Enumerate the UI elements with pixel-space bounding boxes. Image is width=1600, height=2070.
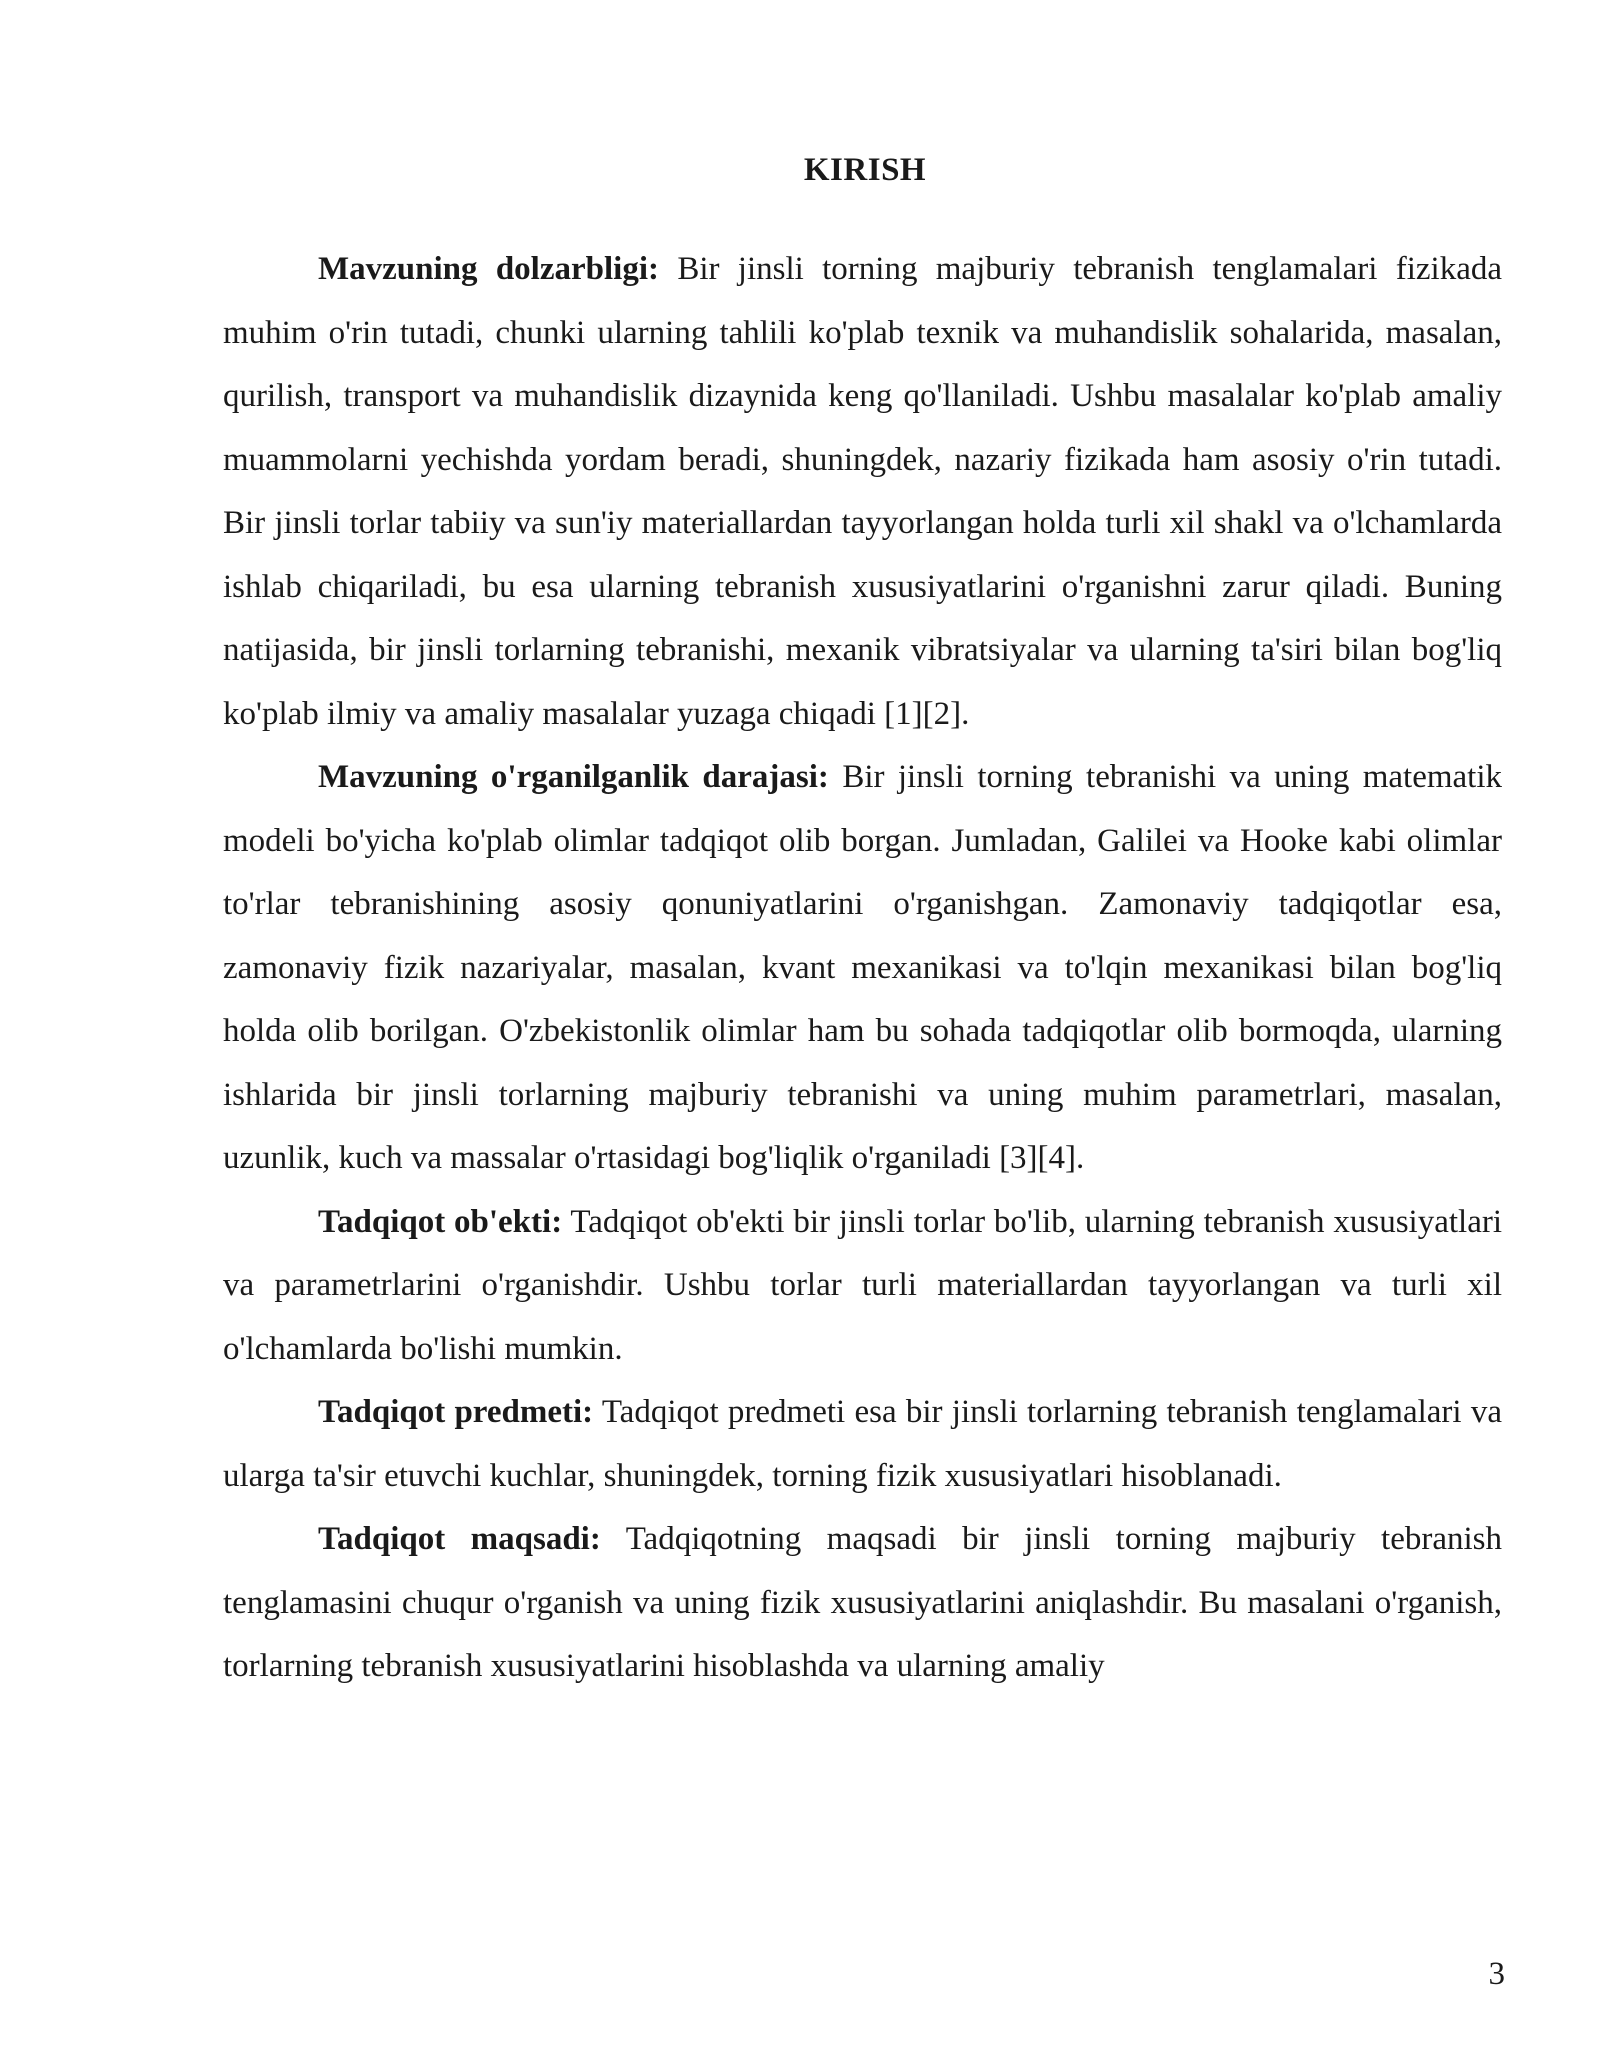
paragraph-text: Bir jinsli torning majburiy tebranish tenglamalari fizikada muhim o'rin tutadi, chunki ularning tahlili ko'plab texnik va muhandislik sohalarida, masalan, qurilish, transport va muhandislik dizaynida keng qo'llaniladi. Ushbu masalalar ko'plab amaliy muammolarni yechishda yordam beradi, shuningdek, nazariy fizikada ham asosiy o'rin tutadi. Bir jinsli torlar tabiiy va sun'iy materiallardan tayyorlangan holda turli xil shakl va o'lchamlarda ishlab chiqariladi, bu esa ularning tebranish xususiyatlarini o'rganishni zarur qiladi. Buning natijasida, bir jinsli torlarning tebranishi, mexanik vibratsiyalar va ularning ta'siri bilan bog'liq ko'plab ilmiy va amaliy masalalar yuzaga chiqadi [1][2].	[223, 251, 1502, 732]
paragraph-research-goal	[223, 1508, 1502, 1699]
paragraph-text: Tadqiqot ob'ekti bir jinsli torlar bo'lib, ularning tebranish xususiyatlari va parametrlarini o'rganishdir. Ushbu torlar turli materiallardan tayyorlangan va turli xil o'lchamlarda bo'lishi mumkin.	[223, 1203, 1502, 1367]
paragraph-text: Tadqiqot predmeti esa bir jinsli torlarning tebranish tenglamalari va ularga ta'sir etuvchi kuchlar, shuningdek, torning fizik xususiyatlari hisoblanadi.	[223, 1394, 1502, 1494]
page-number: 3	[1488, 1956, 1505, 1992]
section-heading: KIRISH	[803, 152, 927, 188]
paragraph-lead: Tadqiqot ob'ekti:	[318, 1203, 563, 1240]
paragraph-lead: Mavzuning dolzarbligi:	[318, 251, 659, 287]
paragraph-lead: Tadqiqot maqsadi:	[318, 1521, 601, 1557]
paragraph-study-level	[223, 746, 1502, 1191]
paragraph-lead: Tadqiqot predmeti:	[318, 1394, 594, 1430]
body-text	[223, 238, 1502, 1699]
paragraph-text: Bir jinsli torning tebranishi va uning matematik modeli bo'yicha ko'plab olimlar tadqiqot olib borgan. Jumladan, Galilei va Hooke kabi olimlar to'rlar tebranishining asosiy qonuniyatlarini o'rganishgan. Zamonaviy tadqiqotlar esa, zamonaviy fizik nazariyalar, masalan, kvant mexanikasi va to'lqin mexanikasi bilan bog'liq holda olib borilgan. O'zbekistonlik olimlar ham bu sohada tadqiqotlar olib bormoqda, ularning ishlarida bir jinsli torlarning majburiy tebranishi va uning muhim parametrlari, masalan, uzunlik, kuch va massalar o'rtasidagi bog'liqlik o'rganiladi [3][4].	[223, 759, 1503, 1176]
paragraph-relevance	[223, 238, 1502, 746]
paragraph-lead: Mavzuning o'rganilganlik darajasi:	[318, 759, 829, 795]
paragraph-research-object	[223, 1191, 1502, 1382]
paragraph-text: Tadqiqotning maqsadi bir jinsli torning majburiy tebranish tenglamasini chuqur o'rganish va uning fizik xususiyatlarini aniqlashdir. Bu masalani o'rganish, torlarning tebranish xususiyatlarini hisoblashda va ularning amaliy	[223, 1521, 1502, 1684]
paragraph-research-subject	[223, 1381, 1502, 1508]
